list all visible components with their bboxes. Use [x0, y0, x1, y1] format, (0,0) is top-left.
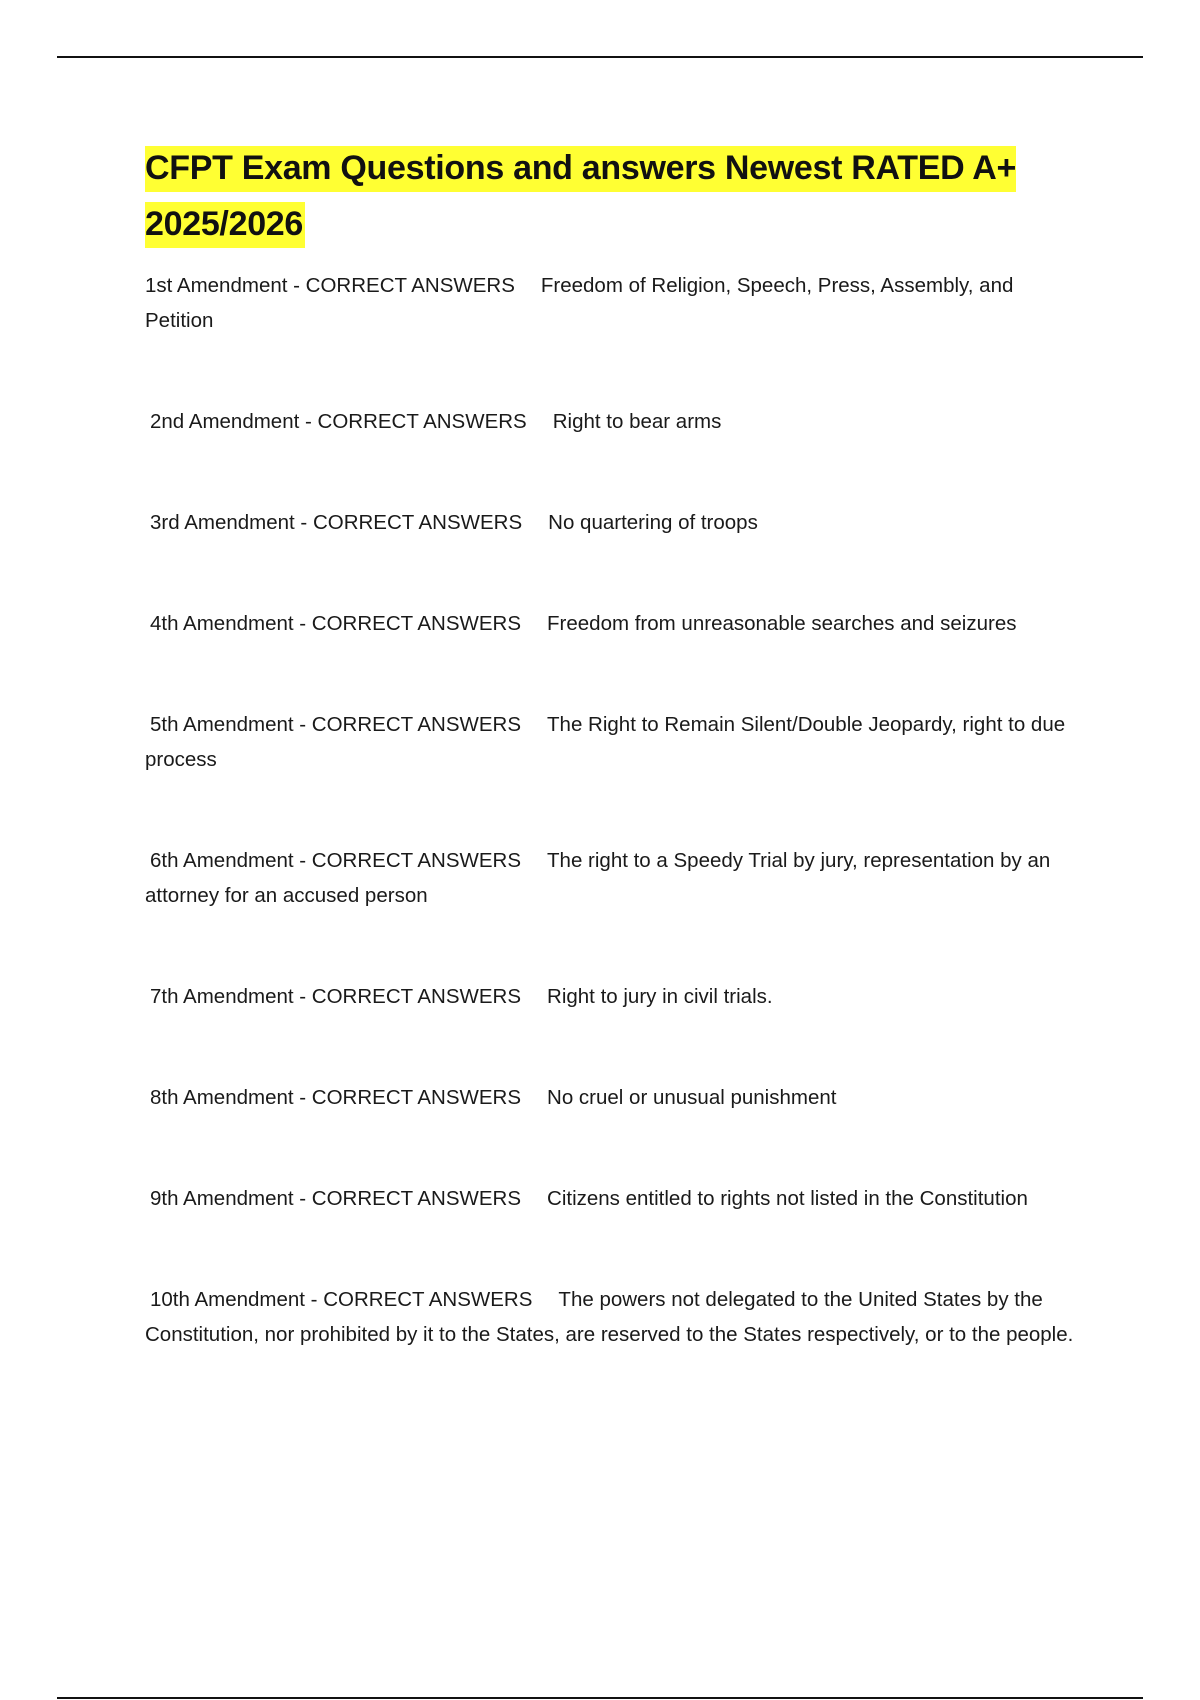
qa-question: 5th Amendment - CORRECT ANSWERS	[150, 713, 522, 736]
qa-item	[145, 268, 1085, 338]
qa-question: 6th Amendment - CORRECT ANSWERS	[150, 849, 522, 872]
qa-item	[145, 1181, 1085, 1216]
qa-question: 2nd Amendment - CORRECT ANSWERS	[150, 410, 527, 433]
qa-answer: No quartering of troops	[548, 511, 758, 534]
qa-question: 4th Amendment - CORRECT ANSWERS	[150, 612, 522, 635]
title-highlight: CFPT Exam Questions and answers Newest RATED A+ 2025/2026	[145, 146, 1016, 248]
qa-item	[145, 707, 1085, 777]
qa-item	[145, 505, 1085, 540]
footer-rule	[57, 1697, 1143, 1699]
qa-question: 9th Amendment - CORRECT ANSWERS	[150, 1187, 522, 1210]
qa-question: 8th Amendment - CORRECT ANSWERS	[150, 1086, 522, 1109]
qa-question: 1st Amendment - CORRECT ANSWERS	[145, 274, 515, 297]
qa-answer: Freedom of Religion, Speech, Press, Assembly, and Petition	[145, 274, 1014, 332]
qa-list	[145, 268, 1085, 1352]
qa-question: 7th Amendment - CORRECT ANSWERS	[150, 985, 522, 1008]
qa-item	[145, 1282, 1085, 1352]
qa-answer: The powers not delegated to the United States by the Constitution, nor prohibited by it to the States, are reserved to the States respectively, or to the people.	[145, 1288, 1074, 1346]
qa-question: 10th Amendment - CORRECT ANSWERS	[150, 1288, 533, 1311]
qa-item	[145, 979, 1085, 1014]
qa-answer: Citizens entitled to rights not listed in the Constitution	[547, 1187, 1028, 1210]
qa-answer: The right to a Speedy Trial by jury, representation by an attorney for an accused person	[145, 849, 1051, 907]
qa-question: 3rd Amendment - CORRECT ANSWERS	[150, 511, 523, 534]
qa-item	[145, 606, 1085, 641]
header-rule	[57, 56, 1143, 58]
document-body	[145, 140, 1085, 1418]
document-title	[145, 140, 1085, 252]
qa-answer: Right to bear arms	[552, 410, 722, 433]
qa-answer: The Right to Remain Silent/Double Jeopardy, right to due process	[145, 713, 1066, 771]
qa-item	[145, 404, 1085, 439]
qa-answer: Right to jury in civil trials.	[547, 985, 773, 1008]
qa-item	[145, 1080, 1085, 1115]
qa-answer: No cruel or unusual punishment	[547, 1086, 837, 1109]
qa-answer: Freedom from unreasonable searches and seizures	[547, 612, 1017, 635]
qa-item	[145, 843, 1085, 913]
